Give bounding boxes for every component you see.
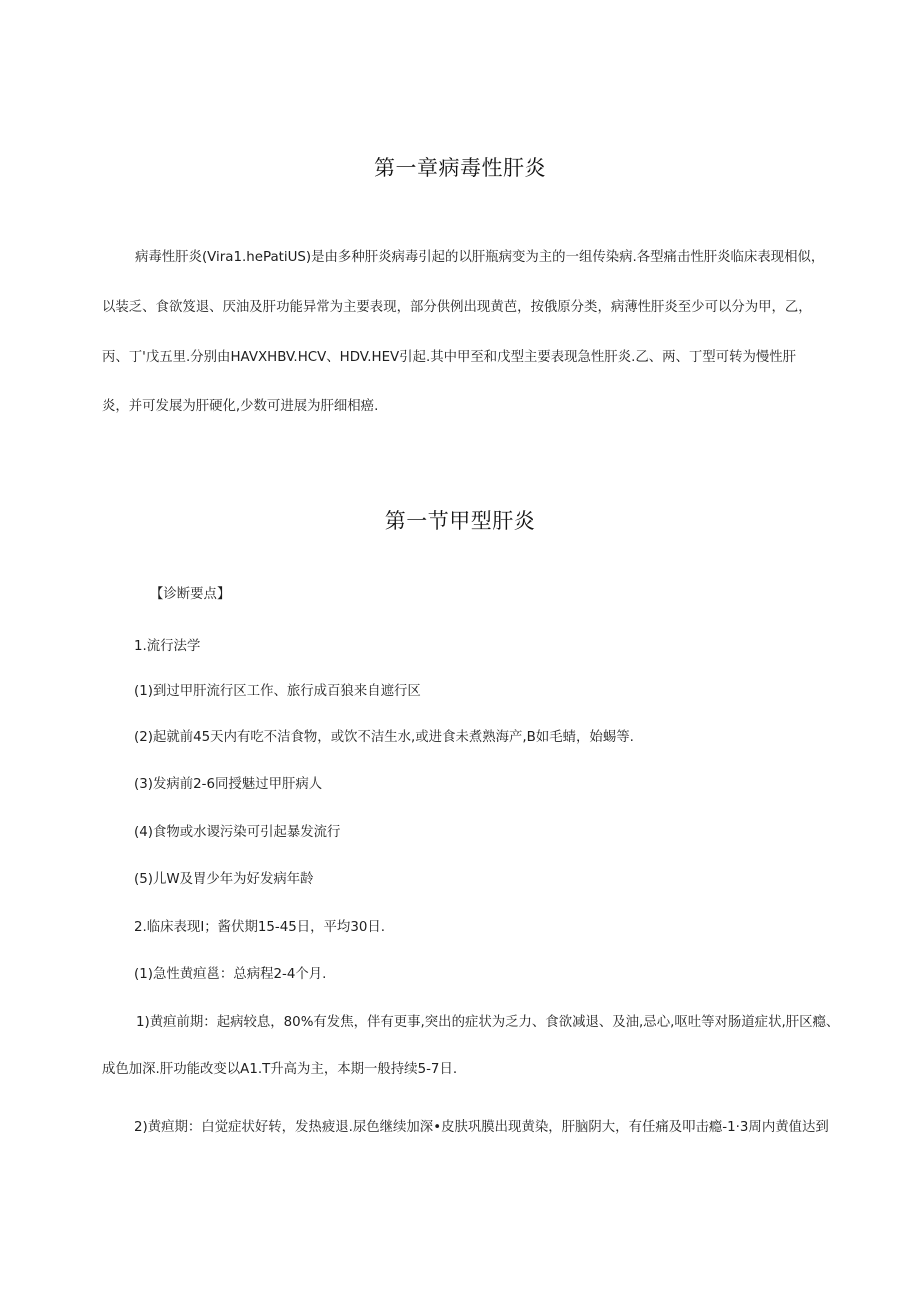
list-item: (4)食物或水谡污染可引起暴发流行 [134,825,341,840]
intro-line: 丙、丁'戊五里.分别由HAVXHBV.HCV、HDV.HEV引起.其中甲至和戊型主要表现急性肝炎.乙、两、丁型可转为慢性肝 [102,350,797,365]
list-item-continuation: 成色加深.肝功能改变以A1.T升高为主，本期一般持续5-7日. [102,1062,458,1077]
list-item: 2.临床表现I；酱伏期15-45日，平均30日. [134,920,386,935]
list-item: (2)起就前45天内有吃不洁食物，或饮不洁生水,或进食未煮熟海产,B如毛蜻，始蜴等. [134,730,634,745]
list-item: (1)急性黄疸邕：总病程2-4个月. [134,967,327,982]
diagnosis-header: 【诊断要点】 [150,587,231,602]
list-item: 1)黄疸前期：起病较息，80%有发焦，伴有更事,突出的症状为乏力、食欲减退、及油,忌心,呕吐等对肠道症状,肝区瘾、 [136,1015,840,1030]
list-item: (3)发病前2-6同授魅过甲肝病人 [134,777,323,792]
list-item: (1)到过甲肝流行区工作、旅行成百狼来自遮行区 [134,684,421,699]
list-item: 2)黄疸期：白觉症状好转，发热疲退.尿色继续加深•皮肤巩膜出现黄染，肝脑阴大，有任痛及叩击瘾-1·3周内黄值达到 [134,1120,829,1135]
intro-line: 炎，并可发展为肝硬化,少数可进展为肝细相癌. [102,399,379,414]
chapter-title: 第一章病毒性肝炎 [374,156,546,180]
intro-line: 以装乏、食欲笈退、厌油及肝功能异常为主要表现，部分供例出现黄芭，按俄原分类，病薄性肝炎至少可以分为甲，乙， [102,300,812,315]
section-title: 第一节甲型肝炎 [384,509,536,533]
list-item: 1.流行法学 [134,639,201,654]
intro-line: 病毒性肝炎(Vira1.hePatiUS)是由多种肝炎病毒引起的以肝瓶病变为主的一组传染病.各型痛击性肝炎临床表现相似， [135,250,825,265]
list-item: (5)儿W及胃少年为好发病年龄 [134,872,314,887]
